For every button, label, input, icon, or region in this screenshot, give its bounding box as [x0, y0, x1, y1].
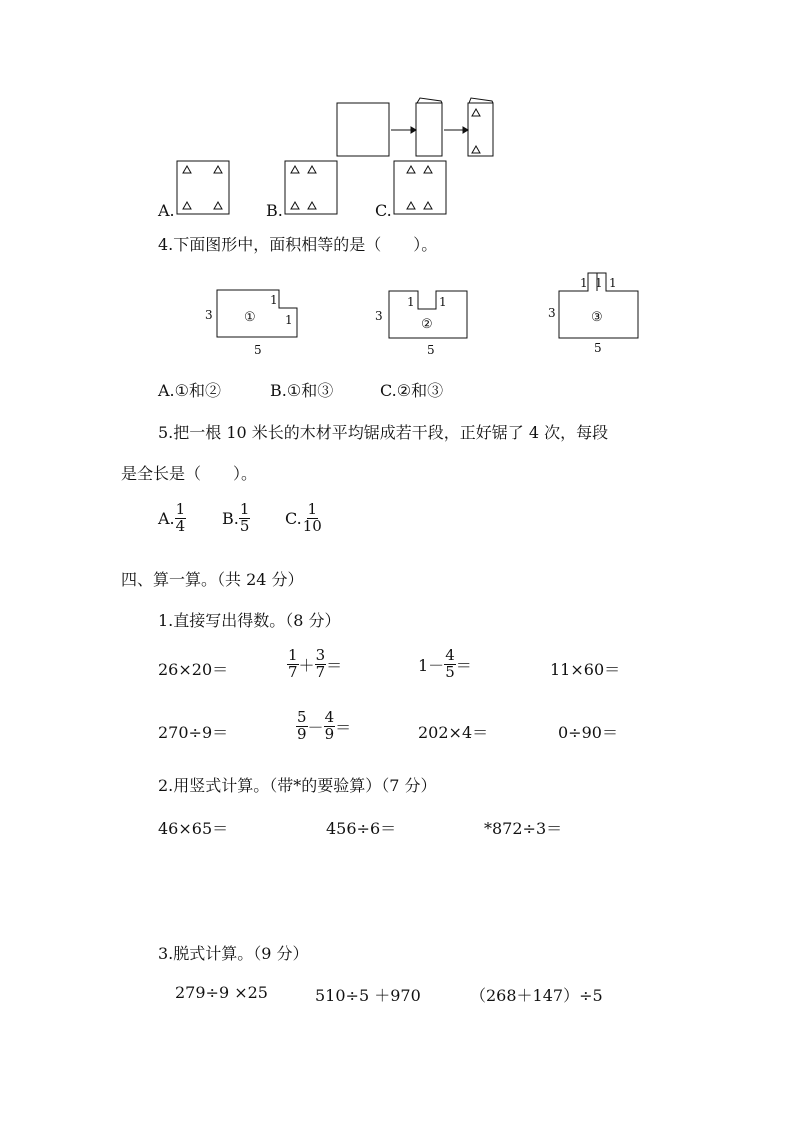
- option-c-figure: [394, 161, 446, 214]
- shape3-height: 3: [548, 306, 556, 320]
- part3-title: 3.脱式计算。（9 分）: [158, 944, 309, 963]
- shape2-left-seg: 1: [407, 295, 415, 309]
- q5-line2: 是全长是（ ）。: [121, 464, 258, 483]
- shape2-right-seg: 1: [439, 295, 447, 309]
- calc-26x20: 26×20＝: [158, 660, 229, 679]
- calc-202x4: 202×4＝: [418, 723, 489, 742]
- step-calc-3: （268＋147）÷5: [470, 986, 603, 1005]
- shape1-notch-w: 1: [270, 293, 278, 307]
- option-a-label: A.: [158, 201, 175, 220]
- vertical-calc-1: 46×65＝: [158, 819, 229, 838]
- calc-0div90: 0÷90＝: [558, 723, 618, 742]
- shape3-width: 5: [594, 341, 602, 355]
- calc-frac-sub: $\frac{5}{9}$ － $\frac{4}{9}$ ＝: [297, 708, 352, 743]
- fraction: $\frac{1}{10}$: [302, 500, 322, 535]
- triangle-icon: [472, 109, 480, 116]
- shape3-seg-1: 1: [580, 276, 588, 290]
- fraction: $\frac{1}{5}$: [239, 500, 250, 535]
- step-calc-2: 510÷5 ＋970: [315, 986, 421, 1005]
- shape3-seg-2: 1: [595, 276, 603, 290]
- shape1-mark: ①: [244, 310, 256, 325]
- part1-title: 1.直接写出得数。（8 分）: [158, 611, 341, 630]
- q5-line1: 5.把一根 10 米长的木材平均锯成若干段，正好锯了 4 次，每段: [158, 423, 609, 442]
- shape2-mark: ②: [421, 317, 433, 332]
- calc-270div9: 270÷9＝: [158, 723, 229, 742]
- shape3-mark: ③: [591, 310, 603, 325]
- section4-title: 四、算一算。（共 24 分）: [121, 570, 304, 589]
- calc-11x60: 11×60＝: [550, 660, 621, 679]
- q5-option-b: B. $\frac{1}{5}$: [222, 500, 250, 535]
- triangle-icon: [472, 146, 480, 153]
- q4-question: 4.下面图形中，面积相等的是（ ）。: [158, 235, 438, 254]
- calc-1-minus-frac: 1－ $\frac{4}{5}$ ＝: [418, 646, 472, 681]
- q4-option-c: C.②和③: [380, 381, 444, 400]
- shape1-notch-h: 1: [285, 313, 293, 327]
- calc-frac-add: $\frac{1}{7}$ ＋ $\frac{3}{7}$ ＝: [288, 646, 343, 681]
- q4-shapes: [0, 265, 794, 365]
- shape2-width: 5: [427, 343, 435, 357]
- q4-option-a: A.①和②: [158, 381, 221, 400]
- fraction: $\frac{1}{4}$: [175, 500, 186, 535]
- vertical-calc-3: *872÷3＝: [484, 819, 563, 838]
- shape2-height: 3: [375, 309, 383, 323]
- option-b-label: B.: [266, 201, 283, 220]
- q5-option-a: A. $\frac{1}{4}$: [158, 500, 186, 535]
- paper-square: [337, 103, 389, 156]
- paper-folded-once: [416, 103, 442, 156]
- option-c-label: C.: [375, 201, 392, 220]
- shape3-seg-3: 1: [609, 276, 617, 290]
- vertical-calc-2: 456÷6＝: [326, 819, 397, 838]
- folding-figure: [0, 0, 794, 225]
- shape1-width: 5: [254, 343, 262, 357]
- part2-title: 2.用竖式计算。（带*的要验算）（7 分）: [158, 776, 437, 795]
- q4-option-b: B.①和③: [270, 381, 334, 400]
- shape1-height: 3: [205, 308, 213, 322]
- step-calc-1: 279÷9 ×25: [175, 983, 268, 1002]
- paper-folded-twice: [468, 103, 493, 156]
- q5-option-c: C. $\frac{1}{10}$: [285, 500, 322, 535]
